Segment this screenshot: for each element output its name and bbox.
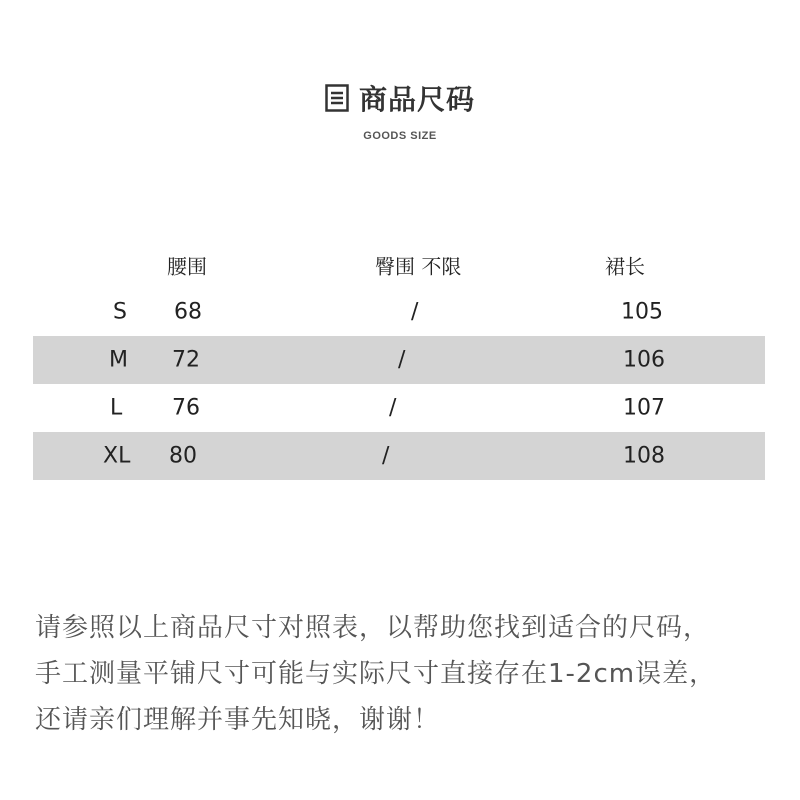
length-cell: 105 <box>621 299 663 325</box>
length-cell: 108 <box>623 443 665 469</box>
size-note <box>35 605 785 743</box>
waist-cell: 80 <box>169 443 197 469</box>
hip-cell: / <box>389 395 397 421</box>
hip-cell: / <box>411 299 419 325</box>
size-cell: M <box>109 347 128 373</box>
title-row <box>325 78 475 118</box>
column-header-hip: 臀围 不限 <box>375 254 462 279</box>
table-row <box>33 288 765 336</box>
hip-cell: / <box>382 443 390 469</box>
hip-cell: / <box>398 347 406 373</box>
waist-cell: 72 <box>172 347 200 373</box>
column-header-length: 裙长 <box>605 254 645 279</box>
size-cell: S <box>113 299 127 325</box>
size-cell: L <box>110 395 123 421</box>
length-cell: 107 <box>623 395 665 421</box>
note-line: 请参照以上商品尺寸对照表，以帮助您找到适合的尺码， <box>35 613 711 643</box>
table-header-row <box>33 242 765 288</box>
table-row <box>33 432 765 480</box>
table-row <box>33 336 765 384</box>
column-header-waist: 腰围 <box>167 254 207 279</box>
size-cell: XL <box>103 443 131 469</box>
document-icon <box>325 84 349 112</box>
page-header <box>0 78 800 142</box>
table-row <box>33 384 765 432</box>
page-subtitle: GOODS SIZE <box>363 130 437 142</box>
length-cell: 106 <box>623 347 665 373</box>
note-line: 手工测量平铺尺寸可能与实际尺寸直接存在1-2cm误差， <box>35 659 717 689</box>
waist-cell: 68 <box>174 299 202 325</box>
note-line: 还请亲们理解并事先知晓，谢谢！ <box>35 705 441 735</box>
size-table <box>33 242 765 480</box>
page-title: 商品尺码 <box>358 83 475 116</box>
waist-cell: 76 <box>172 395 200 421</box>
